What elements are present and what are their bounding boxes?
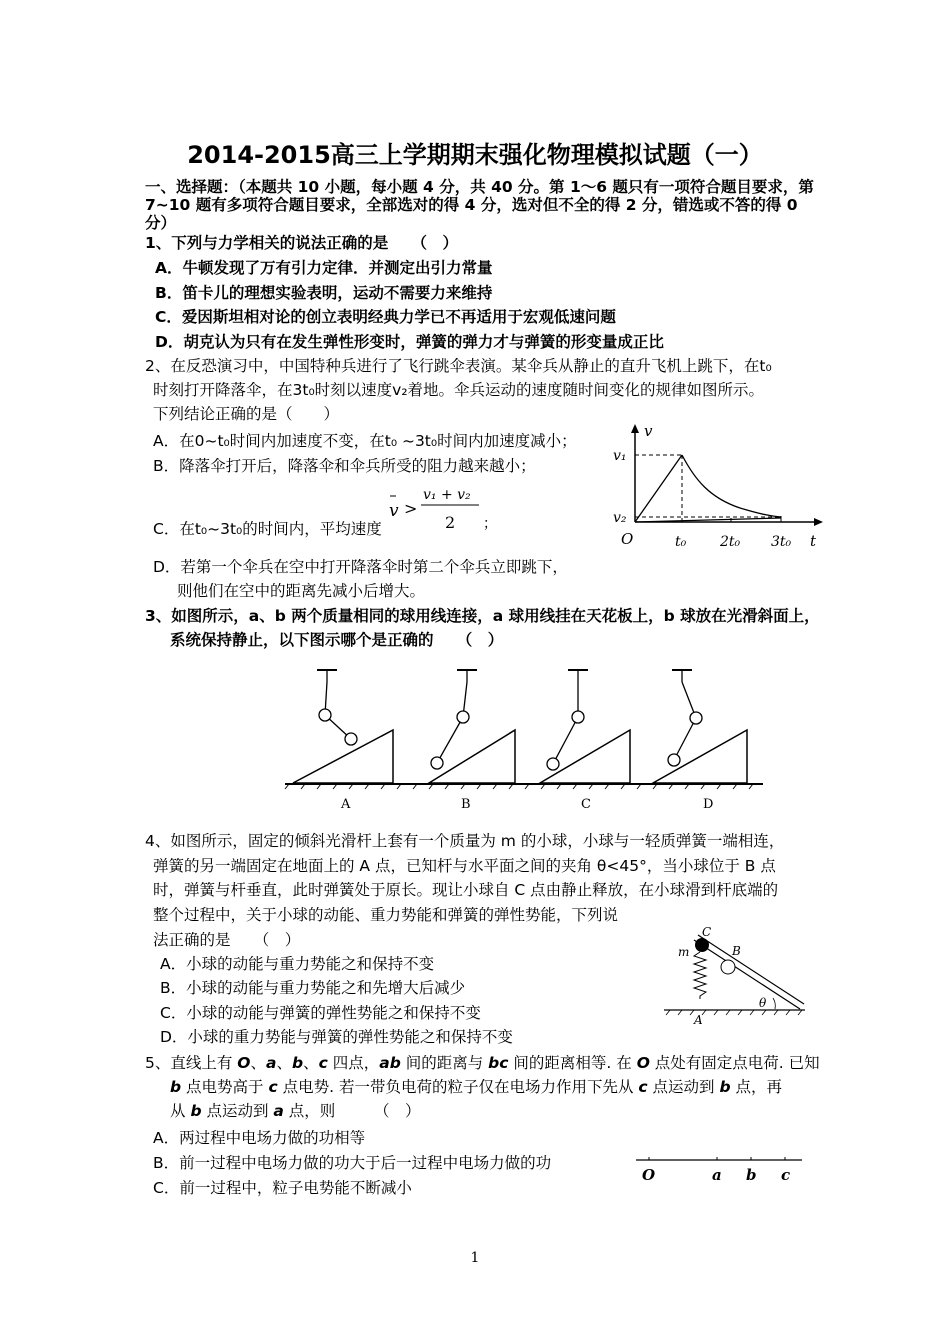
graph-3t0: 3t₀ [771, 534, 792, 550]
q5-option-a: A．两过程中电场力做的功相等 [153, 1129, 366, 1147]
q4-stem-5: 法正确的是 （ ） [153, 931, 301, 949]
q5-text: 点，则 （ ） [283, 1102, 421, 1120]
q5-var: O [636, 1054, 650, 1072]
q5-var: b [291, 1054, 304, 1072]
q5-point-b: b [746, 1166, 757, 1184]
intro-line-2: 7~10 题有多项符合题目要求，全部选对的得 4 分，选对但不全的得 2 分，错选或不答的得 0 [145, 196, 798, 214]
q3-label-d: D [703, 797, 714, 812]
q5-var: O [237, 1054, 251, 1072]
graph-v2: v₂ [613, 510, 627, 526]
q5-stem-3 [170, 1101, 421, 1121]
q5-text: 点电势高于 [181, 1078, 269, 1096]
q5-text: 点，再 [730, 1078, 782, 1096]
q5-text: 点运动到 [201, 1102, 274, 1120]
q3-figures [285, 660, 765, 816]
q5-text: 点电势. 若一带负电荷的粒子仅在电场力作用下先从 [277, 1078, 639, 1096]
formula-denominator: 2 [445, 513, 456, 532]
q4-stem-2: 弹簧的另一端固定在地面上的 A 点，已知杆与水平面之间的夹角 θ<45°，当小球位于 B 点 [153, 857, 776, 875]
q3-figure-d [653, 670, 747, 783]
q5-text: 5、直线上有 [145, 1054, 238, 1072]
q3-stem-1-text: 3、如图所示，a、b 两个质量相同的球用线连接，a 球用线挂在天花板上，b 球放在光滑斜面上， [145, 607, 820, 625]
q1-stem: 1、下列与力学相关的说法正确的是 （ ） [145, 234, 459, 252]
q5-var: a [266, 1054, 277, 1072]
q5-var: b [719, 1078, 731, 1096]
q3-stem-2: 系统保持静止，以下图示哪个是正确的 （ ） [170, 631, 504, 649]
q3-figure-b [429, 670, 515, 783]
graph-origin: O [621, 530, 634, 548]
q3-label-c: C [581, 797, 591, 812]
q2-stem-1: 2、在反恐演习中，中国特种兵进行了飞行跳伞表演。某伞兵从静止的直升飞机上跳下，在t₀ [145, 357, 772, 375]
q3-label-a: A [341, 797, 351, 812]
q5-text: 四点， [327, 1054, 380, 1072]
graph-t0: t₀ [675, 534, 687, 550]
q2-formula [385, 484, 495, 536]
formula-end: ； [483, 516, 497, 532]
q4-mass-m: m [678, 945, 690, 959]
q5-var: c [318, 1054, 328, 1072]
q5-text: 、 [303, 1054, 319, 1072]
page-number: 1 [470, 1250, 480, 1266]
q5-var: ab [379, 1054, 401, 1072]
q4-point-a: A [694, 1013, 703, 1027]
formula-numerator: v₁ + v₂ [423, 487, 471, 503]
graph-v-axis: v [644, 422, 653, 440]
q5-var: bc [488, 1054, 509, 1072]
q5-var: c [268, 1078, 278, 1096]
q2-vt-graph [610, 420, 830, 560]
intro-line-1: 一、选择题：（本题共 10 小题，每小题 4 分，共 40 分。第 1～6 题只有一项符合题目要求，第 [145, 178, 814, 196]
q2-stem-3: 下列结论正确的是（ ） [153, 405, 340, 423]
q5-stem-1 [145, 1053, 820, 1073]
q4-stem-1: 4、如图所示，固定的倾斜光滑杆上套有一个质量为 m 的小球，小球与一轻质弹簧一端相连， [145, 832, 785, 850]
q2-stem-2: 时刻打开降落伞，在3t₀时刻以速度v₂着地。伞兵运动的速度随时间变化的规律如图所示。 [153, 381, 765, 399]
q5-point-o: O [642, 1166, 656, 1184]
q5-text: 、 [276, 1054, 292, 1072]
q4-point-b: B [732, 944, 741, 958]
q5-option-b: B．前一过程中电场力做的功大于后一过程中电场力做的功 [153, 1154, 552, 1172]
q4-option-d: D．小球的重力势能与弹簧的弹性势能之和保持不变 [160, 1028, 513, 1046]
q4-option-b: B．小球的动能与重力势能之和先增大后减少 [160, 979, 466, 997]
q5-point-a: a [712, 1166, 722, 1184]
q5-line-figure [630, 1148, 805, 1188]
q3-figure-c [540, 670, 630, 783]
q5-text: 间的距离相等. 在 [508, 1054, 637, 1072]
intro-line-3: 分） [145, 214, 177, 232]
q5-stem-2 [170, 1077, 782, 1097]
q5-text: 从 [170, 1102, 191, 1120]
q5-point-c: c [781, 1166, 791, 1184]
q5-text: 点处有固定点电荷. 已知 [649, 1054, 820, 1072]
q5-text: 间的距离与 [400, 1054, 489, 1072]
q2-option-a: A．在0~t₀时间内加速度不变，在t₀ ~3t₀时间内加速度减小； [153, 432, 577, 450]
q4-angle-theta: θ [759, 996, 767, 1010]
q4-option-a: A．小球的动能与重力势能之和保持不变 [160, 955, 435, 973]
formula-v: v [389, 501, 399, 521]
q5-option-c: C．前一过程中，粒子电势能不断减小 [153, 1179, 412, 1197]
q1-option-c: C．爱因斯坦相对论的创立表明经典力学已不再适用于宏观低速问题 [155, 308, 616, 326]
q5-var: a [273, 1102, 284, 1120]
q4-figure [660, 925, 810, 1029]
q1-option-d: D．胡克认为只有在发生弹性形变时，弹簧的弹力才与弹簧的形变量成正比 [155, 333, 664, 351]
formula-gt: > [404, 499, 418, 518]
q4-option-c: C．小球的动能与弹簧的弹性势能之和保持不变 [160, 1004, 481, 1022]
q2-option-c: C．在t₀~3t₀的时间内，平均速度 [153, 520, 382, 538]
q4-stem-3: 时，弹簧与杆垂直，此时弹簧处于原长。现让小球自 C 点由静止释放，在小球滑到杆底端的 [153, 881, 779, 899]
q1-option-b: B．笛卡儿的理想实验表明，运动不需要力来维持 [155, 284, 493, 302]
page-title: 2014-2015高三上学期期末强化物理模拟试题（一） [187, 141, 763, 169]
q3-label-b: B [461, 797, 471, 812]
q2-option-d-2: 则他们在空中的距离先减小后增大。 [177, 582, 426, 600]
q2-option-b: B．降落伞打开后，降落伞和伞兵所受的阻力越来越小； [153, 457, 536, 475]
q3-figure-a [293, 670, 393, 783]
graph-t-axis: t [810, 532, 817, 550]
q5-var: b [190, 1102, 202, 1120]
q3-stem-1 [145, 606, 820, 626]
q1-option-a: A．牛顿发现了万有引力定律．并测定出引力常量 [155, 259, 493, 277]
q5-var: c [638, 1078, 648, 1096]
q2-option-d-1: D．若第一个伞兵在空中打开降落伞时第二个伞兵立即跳下， [153, 558, 568, 576]
q5-var: b [170, 1078, 182, 1096]
graph-v1: v₁ [613, 448, 627, 464]
graph-2t0: 2t₀ [720, 534, 741, 550]
q4-stem-4: 整个过程中，关于小球的动能、重力势能和弹簧的弹性势能，下列说 [153, 906, 619, 924]
q5-text: 点运动到 [647, 1078, 720, 1096]
q4-point-c: C [702, 925, 712, 939]
q5-text: 、 [250, 1054, 266, 1072]
